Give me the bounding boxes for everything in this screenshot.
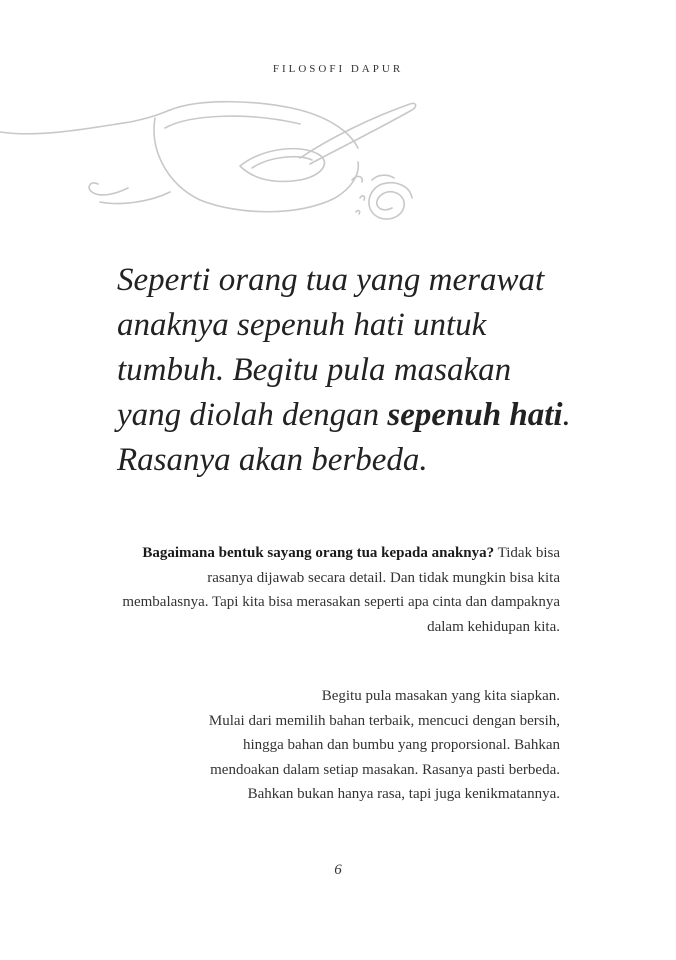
page-number: 6 (334, 862, 342, 878)
body-paragraph-1 (120, 541, 560, 639)
quote-line-5: Rasanya akan berbeda. (117, 442, 428, 478)
quote-line-1: Seperti orang tua yang merawat (117, 262, 545, 298)
paragraph-2-line-5: Bahkan bukan hanya rasa, tapi juga kenikmatannya. (247, 786, 560, 802)
paragraph-2-line-1: Begitu pula masakan yang kita siapkan. (321, 688, 560, 704)
quote-emphasis: sepenuh hati (387, 397, 563, 433)
pull-quote (117, 258, 587, 483)
paragraph-2-line-2: Mulai dari memilih bahan terbaik, mencuci dengan bersih, (208, 712, 560, 729)
body-paragraph-2 (120, 684, 560, 807)
paragraph-2-line-3: hingga bahan dan bumbu yang proporsional. Bahkan (242, 737, 560, 753)
quote-line-4-start: yang diolah dengan (117, 397, 388, 433)
paragraph-2-line-4: mendoakan dalam setiap masakan. Rasanya pasti berbeda. (210, 761, 560, 778)
paragraph-1-lead: Bagaimana bentuk sayang orang tua kepada anaknya? (142, 545, 495, 561)
quote-line-4-end: . (562, 397, 571, 433)
paragraph-1-text: Tidak bisa rasanya dijawab secara detail. Dan tidak mungkin bisa kita membalasnya. Tapi kita bisa merasakan seperti apa cinta dan dampaknya dalam kehidupan kita. (122, 545, 560, 635)
quote-line-2: anaknya sepenuh hati untuk (117, 307, 487, 343)
cooking-ornament-icon (0, 88, 430, 228)
quote-line-3: tumbuh. Begitu pula masakan (117, 352, 512, 388)
running-header: FILOSOFI DAPUR (272, 63, 404, 75)
